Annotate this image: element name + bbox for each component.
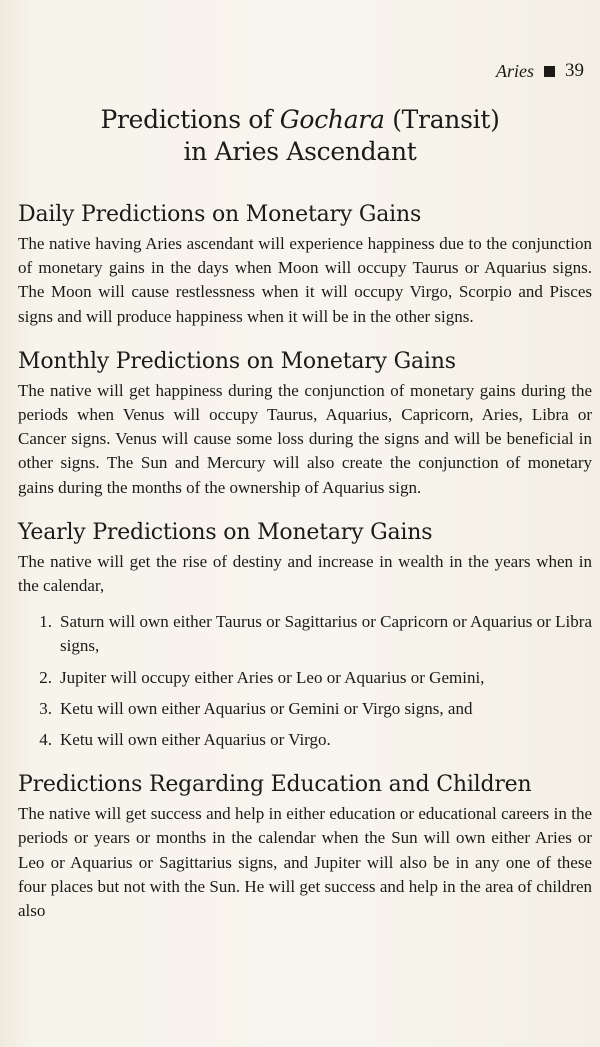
chapter-title — [0, 104, 600, 168]
chapter-title-line-1: Predictions of Gochara (Transit) — [100, 105, 500, 134]
chapter-title-italic: Gochara — [279, 105, 385, 134]
section-body: The native will get the rise of destiny and increase in wealth in the years when in the calendar, — [18, 551, 592, 596]
running-title: Aries — [496, 60, 534, 81]
page-content — [18, 200, 592, 941]
list-item-text: Ketu will own either Aquarius or Gemini or Virgo signs, and — [60, 698, 473, 718]
section-heading: Predictions Regarding Education and Children — [18, 772, 532, 798]
section-body: The native having Aries ascendant will experience happiness due to the conjunction of monetary gains in the days when Moon will occupy Taurus or Aquarius signs. The Moon will cause restlessness when it will occupy Virgo, Scorpio and Pisces signs and will produce happiness when it will be in the other signs. — [18, 234, 592, 326]
list-item — [18, 728, 592, 752]
section-education-children — [18, 770, 592, 923]
section-body: The native will get happiness during the conjunction of monetary gains during the periods when Venus will occupy Taurus, Aquarius, Capricorn, Aries, Libra or Cancer signs. Venus will cause some loss during the signs and will be beneficial in other signs. The Sun and Mercury will also create the conjunction of monetary gains during the months of the ownership of Aquarius sign. — [18, 380, 592, 497]
section-heading: Monthly Predictions on Monetary Gains — [18, 348, 456, 374]
list-item-text: Saturn will own either Taurus or Sagittarius or Capricorn or Aquarius or Libra signs, — [60, 612, 592, 656]
section-daily — [18, 200, 592, 329]
list-item-text: Jupiter will occupy either Aries or Leo or Aquarius or Gemini, — [60, 667, 485, 687]
list-item-number: 1. — [39, 612, 52, 632]
list-item — [18, 610, 592, 658]
list-item — [18, 666, 592, 690]
list-item-number: 2. — [39, 667, 52, 687]
section-heading: Daily Predictions on Monetary Gains — [18, 202, 422, 227]
section-heading: Yearly Predictions on Monetary Gains — [18, 519, 433, 545]
page-number: 39 — [565, 60, 584, 81]
numbered-list — [18, 610, 592, 752]
list-item-number: 4. — [39, 730, 52, 750]
section-yearly — [18, 518, 592, 752]
list-item — [18, 697, 592, 721]
list-item-text: Ketu will own either Aquarius or Virgo. — [60, 730, 331, 750]
section-monthly — [18, 347, 592, 500]
running-header — [496, 60, 584, 82]
section-body: The native will get success and help in either education or educational careers in the periods or years or months in the calendar when the Sun will own either Aries or Leo or Aquarius or Sagittarius signs, and Jupiter will also be in any one of these four places but not with the Sun. He will get success and help in the area of children also — [18, 804, 592, 921]
square-bullet-icon — [544, 66, 555, 77]
list-item-number: 3. — [39, 698, 52, 718]
chapter-title-line-2: in Aries Ascendant — [183, 137, 417, 166]
